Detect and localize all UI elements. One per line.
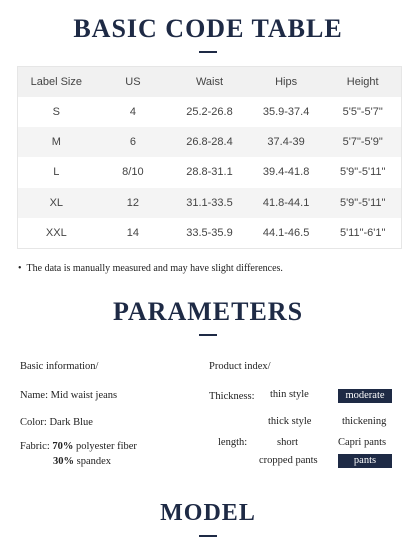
cell-label-size: M [18,127,95,157]
cell-hips: 41.8-44.1 [248,188,325,218]
cell-hips: 39.4-41.8 [262,166,310,179]
cell-us: 6 [95,127,172,157]
cell-height: 5'11"-6'1" [339,226,386,239]
product-index-label: Product index/ [209,361,271,372]
fabric-label: Fabric: [20,441,50,452]
product-color: Color: Dark Blue [20,417,93,428]
cell-us: 8/10 [122,166,144,179]
header-waist: Waist [171,67,248,97]
title-underline [199,51,217,53]
header-hips: Hips [248,67,325,97]
cell-waist: 25.2-26.8 [186,106,233,119]
cell-waist: 26.8-28.4 [171,127,248,157]
length-cropped: cropped pants [259,455,318,466]
thickness-thickening: thickening [342,416,387,427]
parameters-title: PARAMETERS [112,297,304,326]
table-row [18,218,401,248]
basic-code-table-title: BASIC CODE TABLE [73,14,343,43]
table-row [18,157,401,187]
cell-us: 12 [95,188,172,218]
fabric-percent-2: 30% [53,456,74,467]
cell-label-size: S [52,106,60,119]
product-fabric [20,441,137,452]
measurement-note [18,263,283,274]
header-height: Height [324,67,401,97]
model-title: MODEL [160,500,256,526]
cell-waist: 33.5-35.9 [186,226,233,239]
length-short: short [277,437,298,448]
product-name: Name: Mid waist jeans [20,390,118,401]
cell-us: 14 [126,226,140,239]
cell-label-size: L [53,166,60,179]
length-label: length: [218,437,248,448]
basic-information-label: Basic information/ [20,361,99,372]
table-header-row [18,67,401,97]
length-pants-tag: pants [338,454,392,468]
product-fabric-line-2 [53,456,111,467]
fabric-percent-1: 70% [52,441,74,452]
thickness-label: Thickness: [209,391,255,402]
length-capri: Capri pants [338,437,387,448]
table-row [18,127,401,157]
note-text: The data is manually measured and may have slight differences. [26,263,283,274]
header-us: US [95,67,172,97]
header-label-size: Label Size [18,67,95,97]
cell-label-size: XL [18,188,95,218]
thickness-moderate-tag: moderate [338,389,392,403]
cell-height: 5'9"-5'11" [339,166,386,179]
title-underline [199,334,217,336]
cell-waist: 31.1-33.5 [171,188,248,218]
cell-hips: 44.1-46.5 [262,226,310,239]
thickness-thick: thick style [268,416,312,427]
cell-waist: 28.8-31.1 [186,166,233,179]
cell-label-size: XXL [45,226,67,239]
title-underline [199,535,217,537]
cell-height: 5'7"-5'9" [324,127,401,157]
fabric-material-2: spandex [76,456,112,467]
size-table [17,66,402,249]
cell-hips: 37.4-39 [248,127,325,157]
cell-us: 4 [129,106,136,119]
cell-height: 5'9"-5'11" [324,188,401,218]
table-row [18,97,401,127]
table-row [18,188,401,218]
fabric-material-1: polyester fiber [76,441,137,452]
cell-hips: 35.9-37.4 [262,106,310,119]
cell-height: 5'5"-5'7" [342,106,383,119]
thickness-thin: thin style [270,389,309,400]
bullet-icon: • [18,263,22,274]
